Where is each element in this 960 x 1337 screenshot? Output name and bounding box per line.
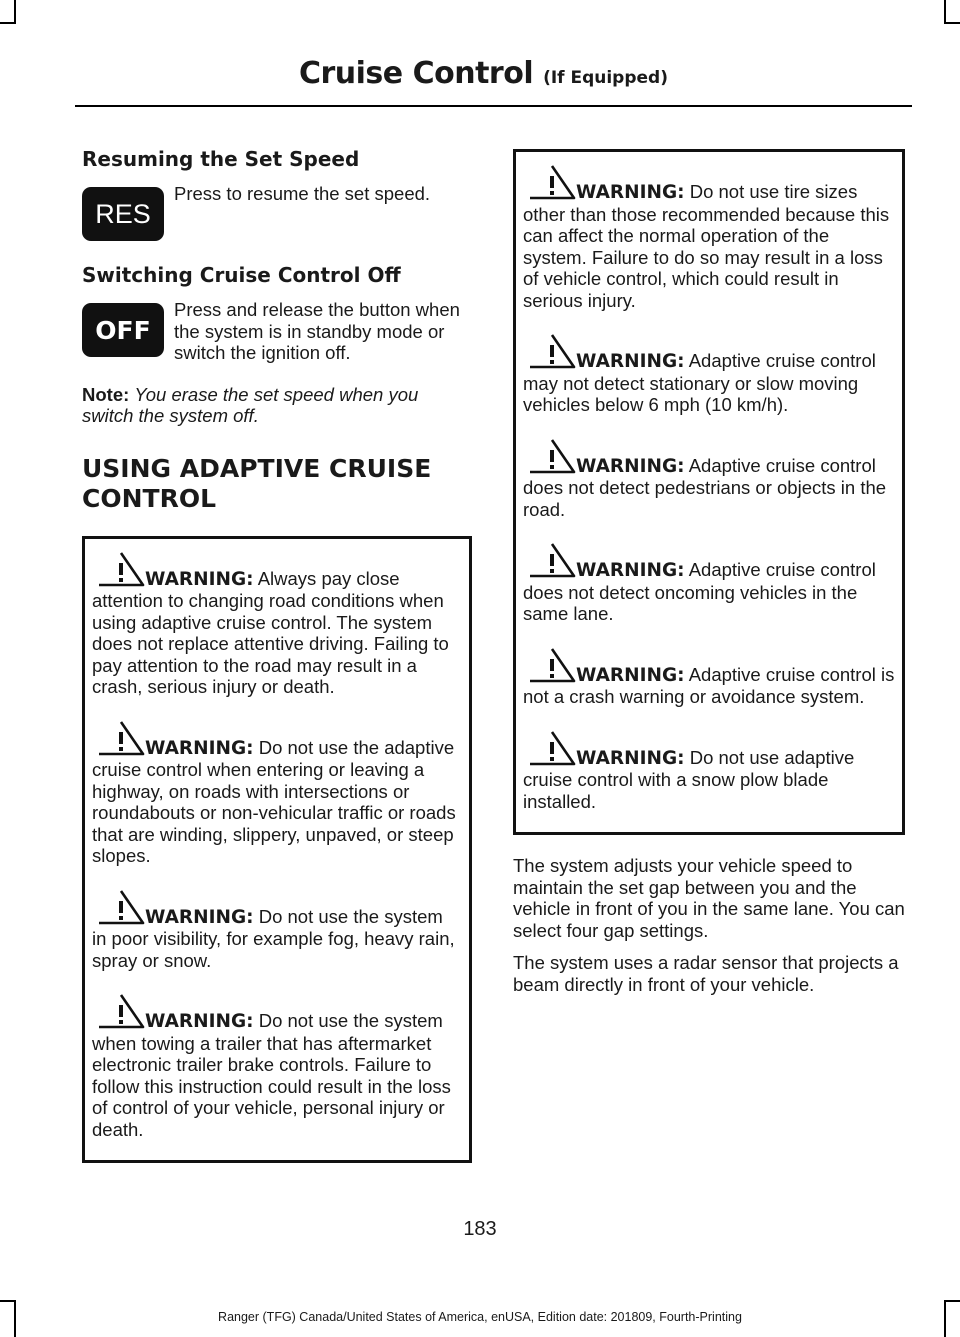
warning-text [523,747,895,813]
page-number: 183 [463,1218,497,1240]
warning-item [523,164,895,311]
resume-row [82,183,472,241]
warning-item [92,993,462,1140]
warning-body: Always pay close attention to changing road conditions when using adaptive cruise control. The system does not replace attentive driving. Failing to pay attention to the road may result in a crash, serious injury or death. [92,567,449,697]
warning-text [523,350,895,416]
footer-text: Ranger (TFG) Canada/United States of America, enUSA, Edition date: 201809, Fourth-Printing [218,1310,742,1324]
off-text: Press and release the button when the system is in standby mode or switch the ignition off. [174,299,460,363]
warning-body: Adaptive cruise control may not detect stationary or slow moving vehicles below 6 mph (10 km/h). [523,350,876,415]
header-rule [75,105,912,107]
crop-mark [944,0,946,22]
warning-body: Do not use the system when towing a trailer that has aftermarket electronic trailer brake controls. Failure to follow this instruction could result in the loss of control of your vehicle, personal injury or death. [92,1010,451,1140]
warning-body: Adaptive cruise control is not a crash warning or avoidance system. [523,663,895,707]
off-row [82,299,472,364]
crop-mark [0,1300,16,1302]
warning-label: WARNING: [145,906,254,928]
section-heading [82,454,472,514]
warning-body: Do not use the system in poor visibility, for example fog, heavy rain, spray or snow. [92,905,455,971]
warning-text [523,181,895,311]
warning-item [523,333,895,416]
note-text: You erase the set speed when you switch the system off. [82,383,419,426]
warning-item [92,551,462,698]
header-title: Cruise Control [298,56,534,91]
warning-text [523,455,895,521]
warning-item [523,542,895,625]
warning-box-left [82,536,472,1164]
crop-mark [14,0,16,22]
body-paragraph: The system uses a radar sensor that projects a beam directly in front of your vehicle. [513,952,899,995]
warning-label: WARNING: [576,560,685,581]
warning-body: Do not use the adaptive cruise control when entering or leaving a highway, on roads with intersections or roundabouts or non-vehicular traffic or roads that are winding, slippery, unpaved, or steep slopes. [92,736,456,866]
warning-label: WARNING: [145,737,254,759]
warning-label: WARNING: [576,747,685,769]
right-column [513,145,905,995]
crop-mark [944,22,960,24]
warning-label: WARNING: [576,351,685,372]
header-qualifier: (If Equipped) [543,68,668,88]
warning-text [92,906,462,972]
warning-label: WARNING: [576,664,685,686]
warning-text [523,664,895,708]
warning-body: Do not use tire sizes other than those recommended because this can affect the normal operation of the system. Failure to do so may result in a loss of vehicle control, which could result in serious injury. [523,181,890,311]
warning-body: Adaptive cruise control does not detect oncoming vehicles in the same lane. [523,559,876,624]
warning-text [92,737,462,867]
crop-mark [944,1300,960,1302]
resume-heading: Resuming the Set Speed [82,147,360,171]
warning-text [92,568,462,698]
body-paragraph: The system adjusts your vehicle speed to maintain the set gap between you and the vehicle in front of you in the same lane. You can select four gap settings. [513,855,905,941]
warning-item [523,438,895,521]
warning-item [92,720,462,867]
section-heading-line1: USING ADAPTIVE CRUISE [82,453,432,483]
off-button-icon: OFF [82,303,164,357]
warning-item [92,889,462,972]
warning-body: Adaptive cruise control does not detect pedestrians or objects in the road. [523,454,887,520]
note [82,384,472,427]
warning-label: WARNING: [145,1011,254,1032]
warning-item [523,730,895,813]
section-heading-line2: CONTROL [82,483,217,513]
resume-text: Press to resume the set speed. [174,183,431,204]
warning-label: WARNING: [576,182,685,203]
body-text [513,855,905,995]
warning-box-right [513,149,905,835]
note-label: Note: [82,383,130,405]
warning-body: Do not use adaptive cruise control with a snow plow blade installed. [523,746,855,812]
off-heading: Switching Cruise Control Off [82,263,401,287]
left-column [82,145,472,1163]
crop-mark [0,22,16,24]
warning-text [92,1010,462,1140]
page-header [299,56,668,91]
warning-item [523,647,895,708]
warning-label: WARNING: [576,455,685,477]
res-button-icon: RES [82,187,164,241]
warning-label: WARNING: [145,568,254,590]
warning-text [523,559,895,625]
